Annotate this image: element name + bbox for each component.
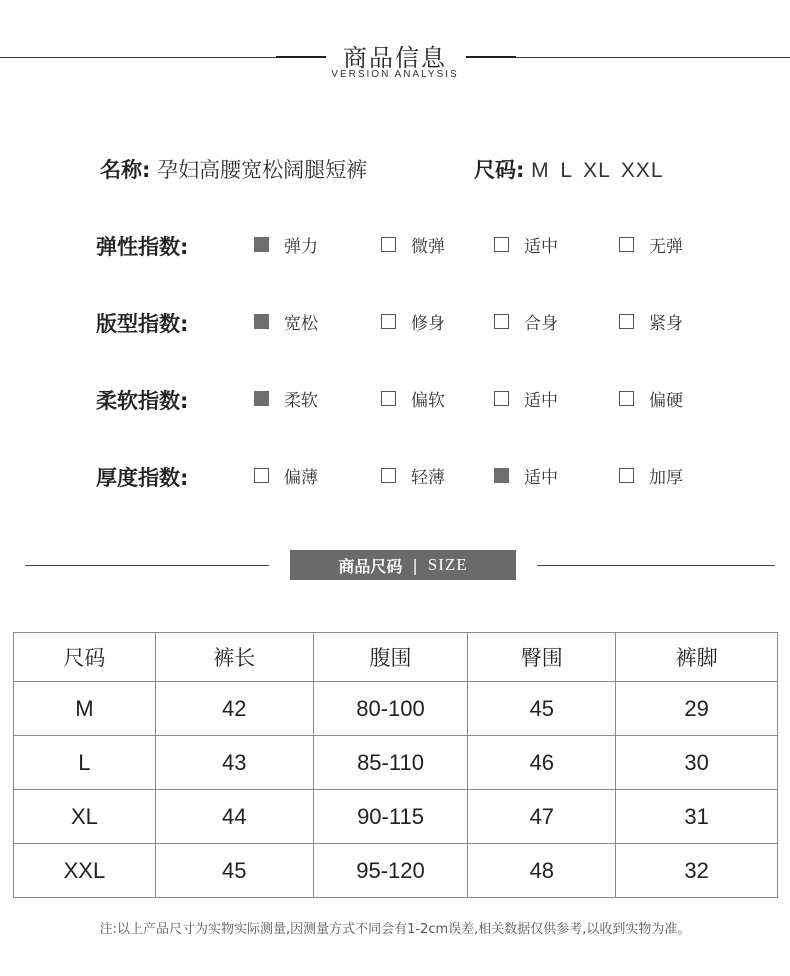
- cell-size: M: [14, 682, 156, 736]
- product-size-label: 尺码:: [474, 158, 525, 182]
- cell-hip: 46: [468, 736, 616, 790]
- checkbox-unchecked: [619, 468, 634, 483]
- option-softness-4: [619, 388, 683, 411]
- option-softness-1: [254, 388, 318, 411]
- option-label: 偏硬: [649, 390, 683, 411]
- cell-hem: 30: [616, 736, 778, 790]
- size-section-title-en: SIZE: [427, 555, 468, 574]
- option-label: 适中: [524, 467, 558, 488]
- cell-hem: 29: [616, 682, 778, 736]
- option-label: 紧身: [649, 313, 683, 334]
- table-row: [14, 682, 778, 736]
- option-thickness-3: [494, 465, 558, 488]
- option-elasticity-1: [254, 234, 318, 257]
- option-label: 偏软: [411, 390, 445, 411]
- checkbox-checked: [254, 314, 269, 329]
- cell-waist: 95-120: [313, 844, 468, 898]
- size-section-separator: |: [412, 555, 418, 575]
- option-label: 微弹: [411, 236, 445, 257]
- cell-size: XXL: [14, 844, 156, 898]
- product-name-label: 名称:: [100, 158, 151, 182]
- cell-length: 44: [155, 790, 313, 844]
- header-length: 裤长: [155, 633, 313, 682]
- cell-hem: 32: [616, 844, 778, 898]
- option-thickness-4: [619, 465, 683, 488]
- header-hem: 裤脚: [616, 633, 778, 682]
- cell-hip: 48: [468, 844, 616, 898]
- option-elasticity-3: [494, 234, 558, 257]
- option-label: 适中: [524, 390, 558, 411]
- product-size-values: M L XL XXL: [531, 159, 664, 182]
- checkbox-unchecked: [381, 468, 396, 483]
- option-label: 合身: [524, 313, 558, 334]
- cell-hem: 31: [616, 790, 778, 844]
- option-elasticity-2: [381, 234, 445, 257]
- cell-waist: 85-110: [313, 736, 468, 790]
- index-label: 版型指数:: [96, 312, 189, 336]
- header-size: 尺码: [14, 633, 156, 682]
- checkbox-unchecked: [254, 468, 269, 483]
- product-name-row: [100, 154, 367, 184]
- product-size-row: [474, 154, 664, 184]
- option-label: 轻薄: [411, 467, 445, 488]
- product-name-value: 孕妇高腰宽松阔腿短裤: [157, 158, 368, 182]
- cell-waist: 80-100: [313, 682, 468, 736]
- option-fit-4: [619, 311, 683, 334]
- option-label: 偏薄: [284, 467, 318, 488]
- checkbox-unchecked: [381, 391, 396, 406]
- table-header-row: [14, 633, 778, 682]
- cell-length: 42: [155, 682, 313, 736]
- option-elasticity-4: [619, 234, 683, 257]
- checkbox-unchecked: [494, 237, 509, 252]
- size-section-banner: [290, 550, 516, 580]
- size-section-left-line: [25, 565, 269, 566]
- option-label: 适中: [524, 236, 558, 257]
- size-table: [13, 632, 778, 898]
- option-fit-1: [254, 311, 318, 334]
- checkbox-unchecked: [494, 314, 509, 329]
- cell-waist: 90-115: [313, 790, 468, 844]
- checkbox-unchecked: [619, 314, 634, 329]
- option-softness-2: [381, 388, 445, 411]
- cell-size: L: [14, 736, 156, 790]
- option-fit-3: [494, 311, 558, 334]
- section-title: 商品信息: [343, 44, 447, 72]
- option-thickness-1: [254, 465, 318, 488]
- option-thickness-2: [381, 465, 445, 488]
- checkbox-checked: [254, 237, 269, 252]
- option-label: 修身: [411, 313, 445, 334]
- table-row: [14, 736, 778, 790]
- section-subtitle: VERSION ANALYSIS: [331, 69, 459, 80]
- checkbox-checked: [254, 391, 269, 406]
- measurement-footnote: 注:以上产品尺寸为实物实际测量,因测量方式不同会有1-2cm误差,相关数据仅供参考,以收到实物为准。: [99, 922, 691, 937]
- option-fit-2: [381, 311, 445, 334]
- header-hip: 臀围: [468, 633, 616, 682]
- cell-length: 45: [155, 844, 313, 898]
- checkbox-unchecked: [619, 237, 634, 252]
- option-label: 柔软: [284, 390, 318, 411]
- checkbox-unchecked: [494, 391, 509, 406]
- checkbox-unchecked: [381, 237, 396, 252]
- checkbox-checked: [494, 468, 509, 483]
- cell-hip: 45: [468, 682, 616, 736]
- option-label: 加厚: [649, 467, 683, 488]
- cell-hip: 47: [468, 790, 616, 844]
- table-row: [14, 790, 778, 844]
- cell-length: 43: [155, 736, 313, 790]
- index-label: 柔软指数:: [96, 389, 189, 413]
- table-row: [14, 844, 778, 898]
- option-label: 宽松: [284, 313, 318, 334]
- index-label: 厚度指数:: [96, 466, 189, 490]
- checkbox-unchecked: [619, 391, 634, 406]
- cell-size: XL: [14, 790, 156, 844]
- option-softness-3: [494, 388, 558, 411]
- option-label: 弹力: [284, 236, 318, 257]
- size-section-title-cn: 商品尺码: [338, 556, 403, 576]
- checkbox-unchecked: [381, 314, 396, 329]
- size-section-right-line: [537, 565, 775, 566]
- index-label: 弹性指数:: [96, 235, 189, 259]
- option-label: 无弹: [649, 236, 683, 257]
- header-waist: 腹围: [313, 633, 468, 682]
